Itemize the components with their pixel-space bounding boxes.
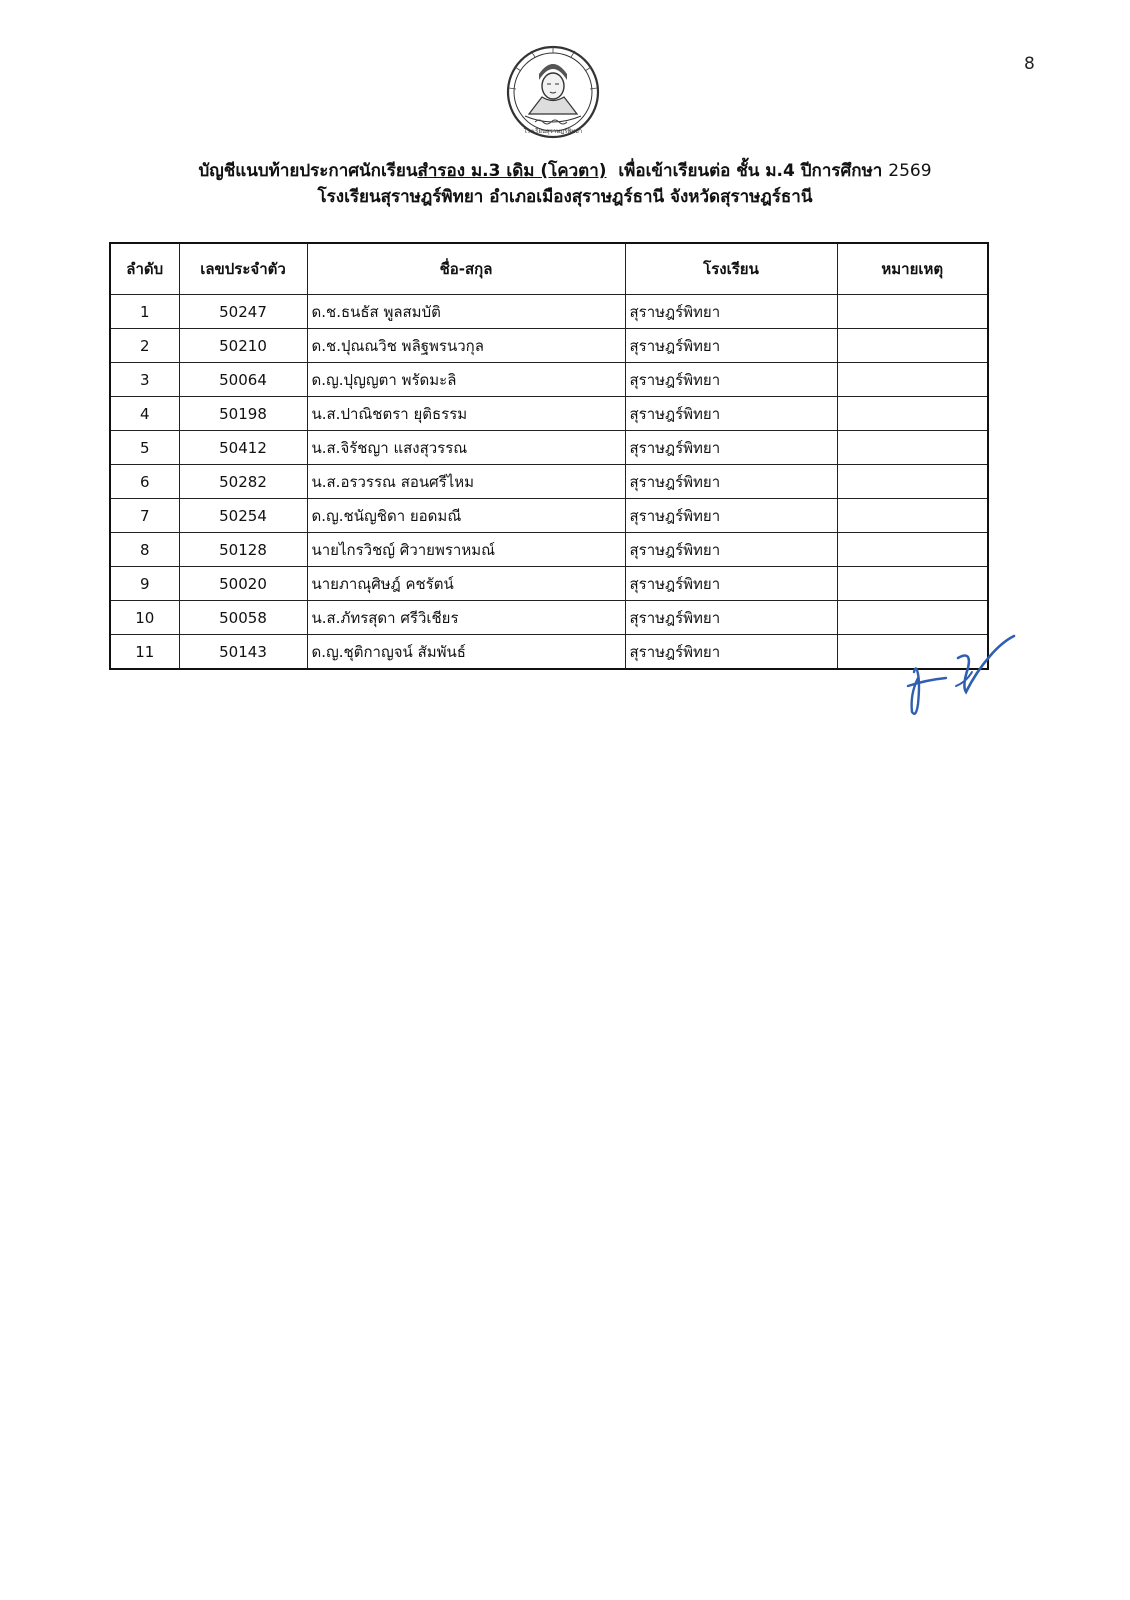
- col-header-note: หมายเหตุ: [837, 243, 988, 295]
- title-line-2: โรงเรียนสุราษฎร์พิทยา อำเภอเมืองสุราษฎร์ธานี จังหวัดสุราษฎร์ธานี: [317, 187, 813, 207]
- cell-student-id: 50412: [179, 431, 307, 465]
- cell-name: ด.ญ.ชนัญชิดา ยอดมณี: [307, 499, 625, 533]
- cell-order: 8: [110, 533, 179, 567]
- cell-student-id: 50282: [179, 465, 307, 499]
- cell-note: [837, 397, 988, 431]
- document-title: [0, 158, 1130, 210]
- col-header-order: ลำดับ: [110, 243, 179, 295]
- cell-school: สุราษฎร์พิทยา: [625, 397, 837, 431]
- cell-order: 4: [110, 397, 179, 431]
- cell-school: สุราษฎร์พิทยา: [625, 567, 837, 601]
- page-number: 8: [1024, 54, 1035, 74]
- cell-order: 1: [110, 295, 179, 329]
- cell-school: สุราษฎร์พิทยา: [625, 295, 837, 329]
- cell-order: 6: [110, 465, 179, 499]
- col-header-student-id: เลขประจำตัว: [179, 243, 307, 295]
- cell-student-id: 50198: [179, 397, 307, 431]
- cell-name: นายไกรวิชญ์ ศิวายพราหมณ์: [307, 533, 625, 567]
- table-row: [110, 295, 988, 329]
- cell-school: สุราษฎร์พิทยา: [625, 635, 837, 670]
- table-row: [110, 567, 988, 601]
- title-year: 2569: [888, 161, 932, 181]
- seal-text: โรงเรียนสุราษฎร์พิทยา: [523, 128, 583, 135]
- cell-order: 11: [110, 635, 179, 670]
- cell-name: ด.ญ.ชุติกาญจน์ สัมพันธ์: [307, 635, 625, 670]
- table-row: [110, 465, 988, 499]
- school-seal-logo: [505, 44, 601, 140]
- col-header-school: โรงเรียน: [625, 243, 837, 295]
- cell-student-id: 50247: [179, 295, 307, 329]
- title-prefix: บัญชีแนบท้ายประกาศนักเรียน: [198, 161, 418, 181]
- table-header-row: [110, 243, 988, 295]
- cell-order: 10: [110, 601, 179, 635]
- cell-note: [837, 431, 988, 465]
- handwritten-signature: [896, 628, 1020, 724]
- cell-name: น.ส.อรวรรณ สอนศรีไหม: [307, 465, 625, 499]
- cell-order: 5: [110, 431, 179, 465]
- cell-student-id: 50143: [179, 635, 307, 670]
- cell-order: 7: [110, 499, 179, 533]
- title-underlined: สำรอง ม.3 เดิม (โควตา): [417, 161, 607, 181]
- table-row: [110, 601, 988, 635]
- cell-student-id: 50058: [179, 601, 307, 635]
- cell-student-id: 50064: [179, 363, 307, 397]
- table-row: [110, 329, 988, 363]
- cell-note: [837, 465, 988, 499]
- cell-school: สุราษฎร์พิทยา: [625, 431, 837, 465]
- table-row: [110, 499, 988, 533]
- cell-name: น.ส.ปาณิชตรา ยุติธรรม: [307, 397, 625, 431]
- student-table: [109, 242, 989, 670]
- cell-school: สุราษฎร์พิทยา: [625, 329, 837, 363]
- table-row: [110, 363, 988, 397]
- cell-name: น.ส.จิรัชญา แสงสุวรรณ: [307, 431, 625, 465]
- cell-order: 2: [110, 329, 179, 363]
- cell-note: [837, 499, 988, 533]
- cell-order: 3: [110, 363, 179, 397]
- cell-order: 9: [110, 567, 179, 601]
- title-line-1: [0, 158, 1130, 184]
- cell-name: น.ส.ภัทรสุดา ศรีวิเชียร: [307, 601, 625, 635]
- cell-student-id: 50254: [179, 499, 307, 533]
- table-row: [110, 533, 988, 567]
- cell-school: สุราษฎร์พิทยา: [625, 601, 837, 635]
- cell-school: สุราษฎร์พิทยา: [625, 363, 837, 397]
- cell-student-id: 50020: [179, 567, 307, 601]
- cell-name: ด.ญ.ปุญญตา พรัดมะลิ: [307, 363, 625, 397]
- cell-student-id: 50210: [179, 329, 307, 363]
- cell-note: [837, 567, 988, 601]
- cell-school: สุราษฎร์พิทยา: [625, 533, 837, 567]
- cell-school: สุราษฎร์พิทยา: [625, 499, 837, 533]
- cell-name: นายภาณุศิษฎ์ คชรัตน์: [307, 567, 625, 601]
- cell-name: ด.ช.ธนธัส พูลสมบัติ: [307, 295, 625, 329]
- cell-school: สุราษฎร์พิทยา: [625, 465, 837, 499]
- table-row: [110, 431, 988, 465]
- col-header-name: ชื่อ-สกุล: [307, 243, 625, 295]
- cell-note: [837, 533, 988, 567]
- cell-name: ด.ช.ปุณณวิช พลิฐพรนวกุล: [307, 329, 625, 363]
- cell-note: [837, 363, 988, 397]
- table-row: [110, 397, 988, 431]
- cell-note: [837, 329, 988, 363]
- table-row: [110, 635, 988, 670]
- cell-note: [837, 295, 988, 329]
- title-suffix: เพื่อเข้าเรียนต่อ ชั้น ม.4 ปีการศึกษา: [606, 161, 889, 181]
- cell-student-id: 50128: [179, 533, 307, 567]
